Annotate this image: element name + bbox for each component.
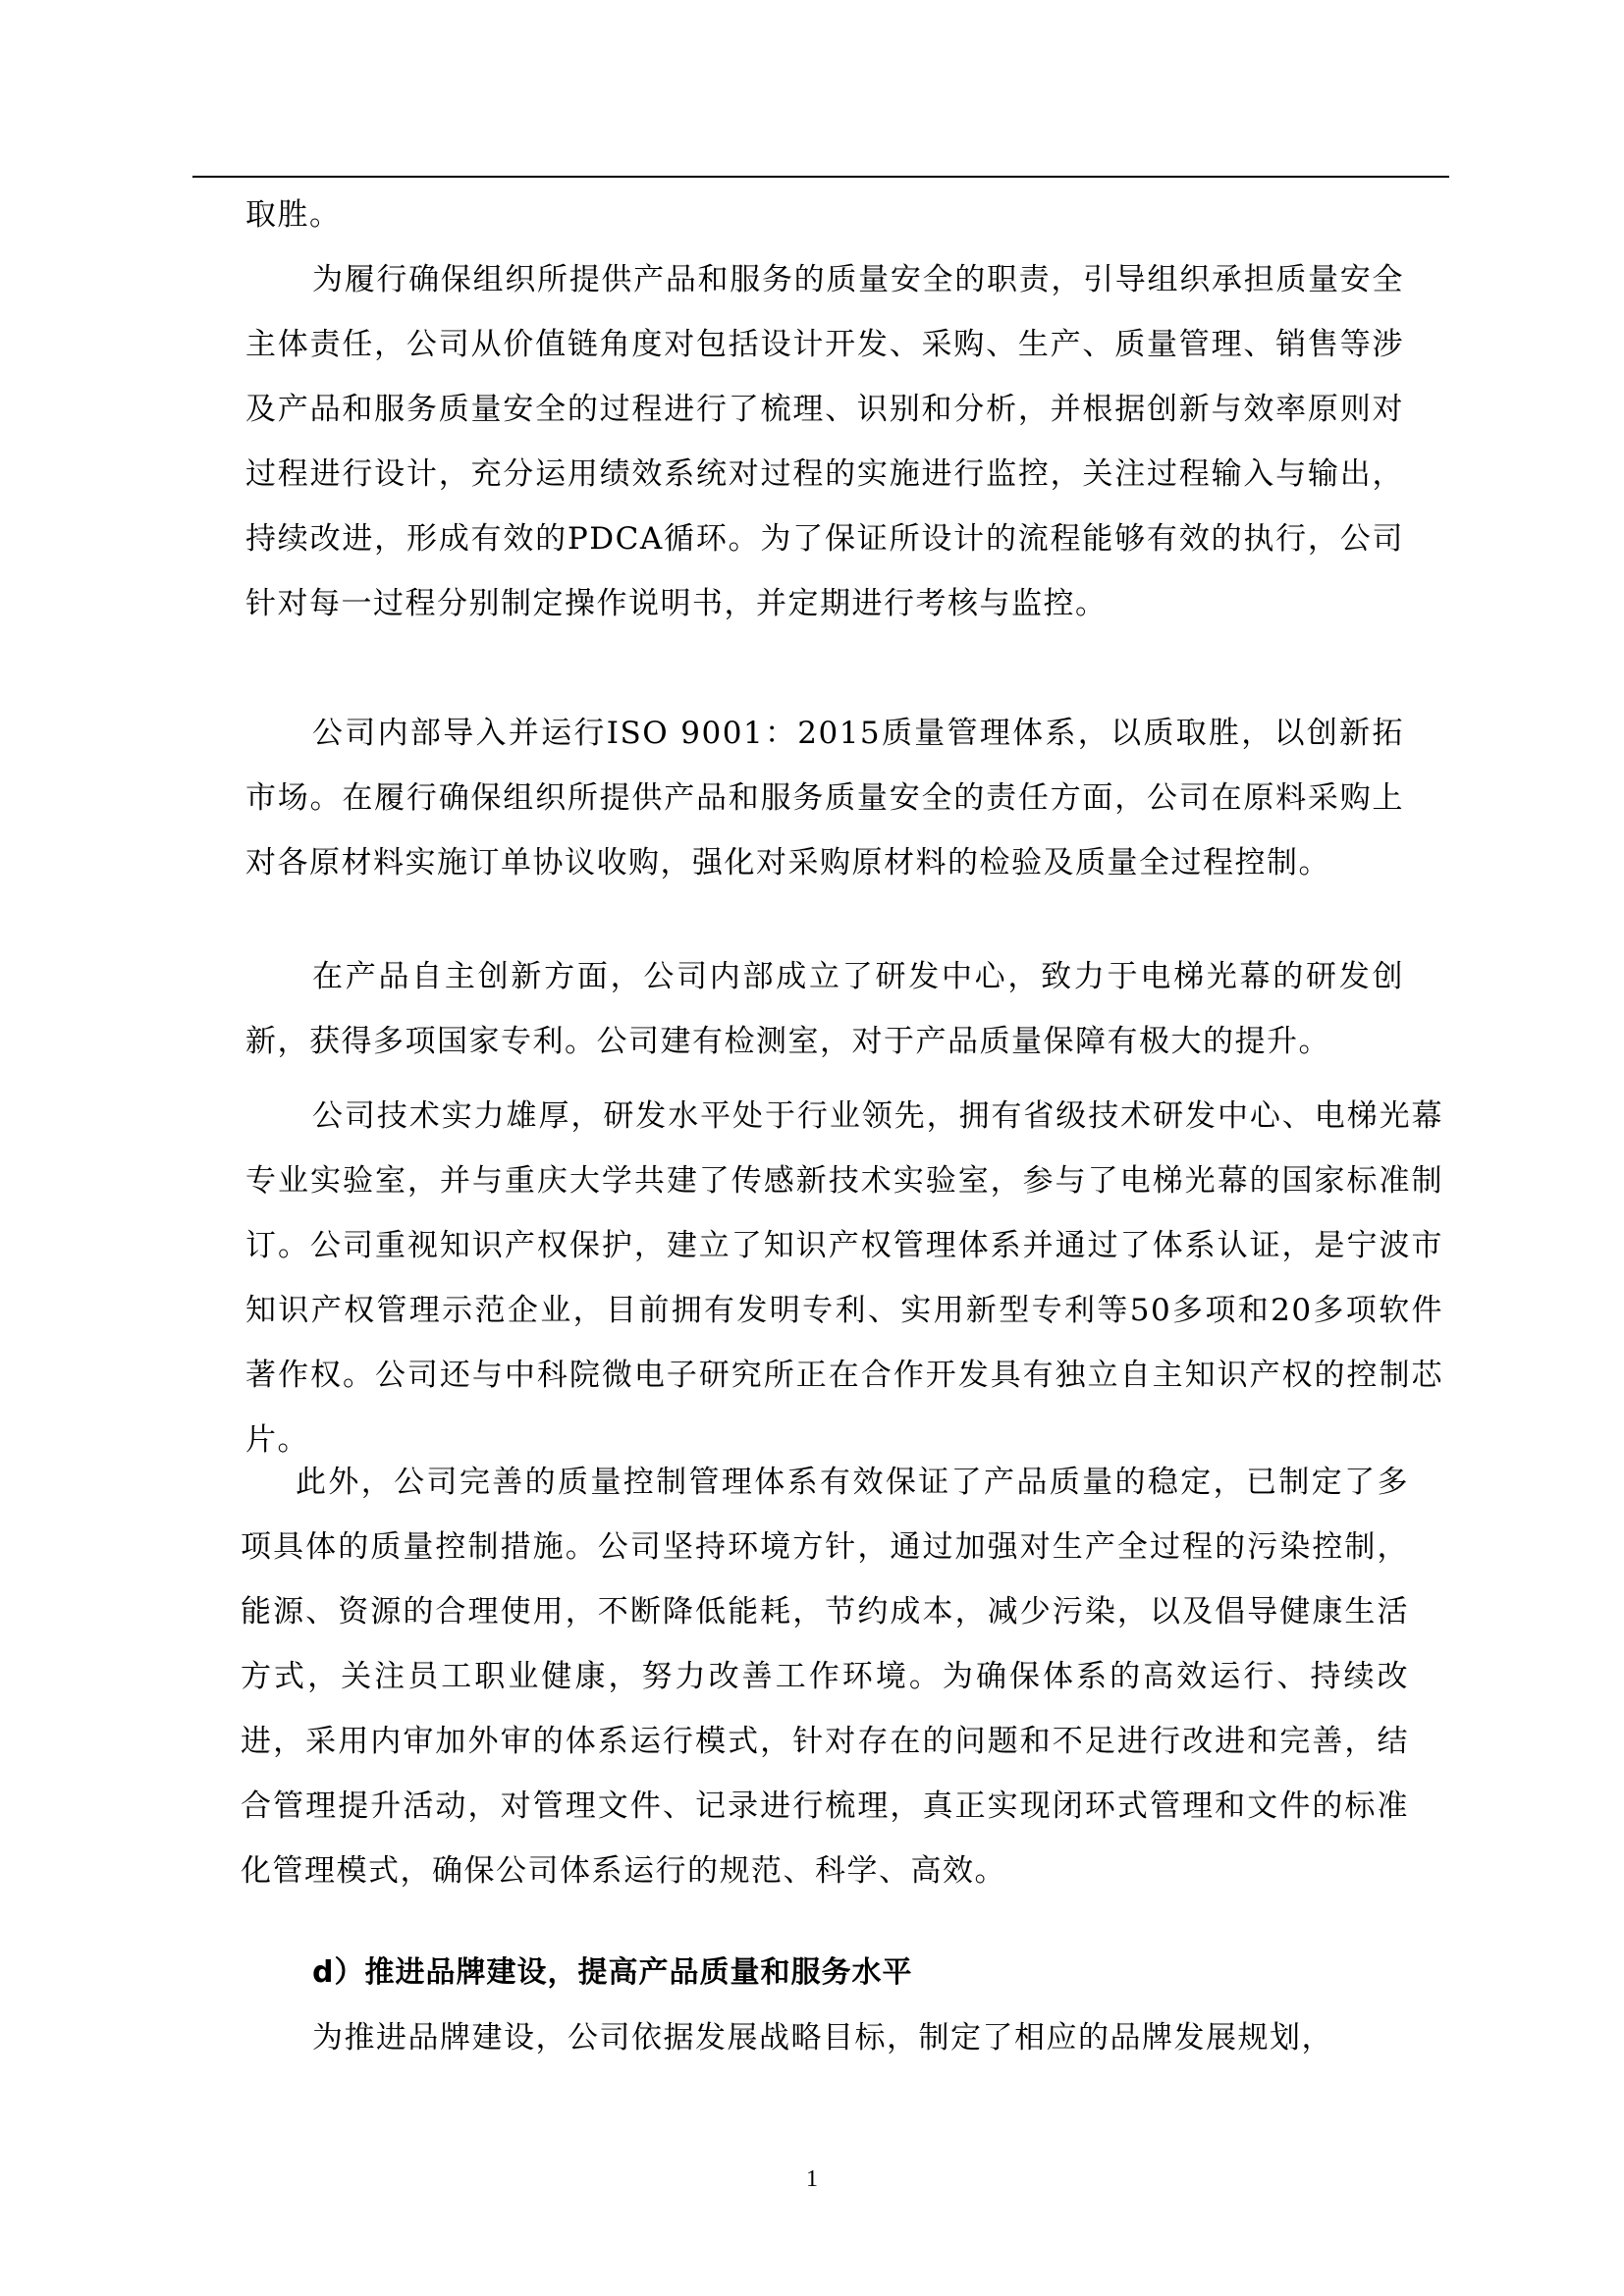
paragraph-innovation: 在产品自主创新方面，公司内部成立了研发中心，致力于电梯光幕的研发创新，获得多项国家专利。公司建有检测室，对于产品质量保障有极大的提升。: [245, 959, 1404, 1059]
paragraph-iso-system: 公司内部导入并运行ISO 9001：2015质量管理体系，以质取胜，以创新拓市场。在履行确保组织所提供产品和服务质量安全的责任方面，公司在原料采购上对各原材料实施订单协议收购，强化对采购原材料的检验及质量全过程控制。: [245, 716, 1404, 881]
paragraph-brand-building: 为推进品牌建设，公司依据发展战略目标，制定了相应的品牌发展规划，: [312, 2020, 1333, 2056]
paragraph-continuation: 取胜。: [245, 197, 342, 233]
page-number: 1: [806, 2166, 818, 2192]
section-heading-brand: d）推进品牌建设，提高产品质量和服务水平: [312, 1955, 913, 1990]
paragraph-quality-control: 此外，公司完善的质量控制管理体系有效保证了产品质量的稳定，已制定了多项具体的质量控制措施。公司坚持环境方针，通过加强对生产全过程的污染控制，能源、资源的合理使用，不断降低能耗，节约成本，减少污染，以及倡导健康生活方式，关注员工职业健康，努力改善工作环境。为确保体系的高效运行、持续改进，采用内审加外审的体系运行模式，针对存在的问题和不足进行改进和完善，结合管理提升活动，对管理文件、记录进行梳理，真正实现闭环式管理和文件的标准化管理模式，确保公司体系运行的规范、科学、高效。: [241, 1465, 1409, 1889]
header-rule: [192, 176, 1449, 178]
paragraph-technical-strength: 公司技术实力雄厚，研发水平处于行业领先，拥有省级技术研发中心、电梯光幕专业实验室，并与重庆大学共建了传感新技术实验室，参与了电梯光幕的国家标准制订。公司重视知识产权保护，建立了知识产权管理体系并通过了体系认证，是宁波市知识产权管理示范企业，目前拥有发明专利、实用新型专利等50多项和20多项软件著作权。公司还与中科院微电子研究所正在合作开发具有独立自主知识产权的控制芯片。: [245, 1098, 1443, 1458]
paragraph-quality-responsibility: 为履行确保组织所提供产品和服务的质量安全的职责，引导组织承担质量安全主体责任，公司从价值链角度对包括设计开发、采购、生产、质量管理、销售等涉及产品和服务质量安全的过程进行了梳理、识别和分析，并根据创新与效率原则对过程进行设计，充分运用绩效系统对过程的实施进行监控，关注过程输入与输出，持续改进，形成有效的PDCA循环。为了保证所设计的流程能够有效的执行，公司针对每一过程分别制定操作说明书，并定期进行考核与监控。: [245, 262, 1404, 621]
